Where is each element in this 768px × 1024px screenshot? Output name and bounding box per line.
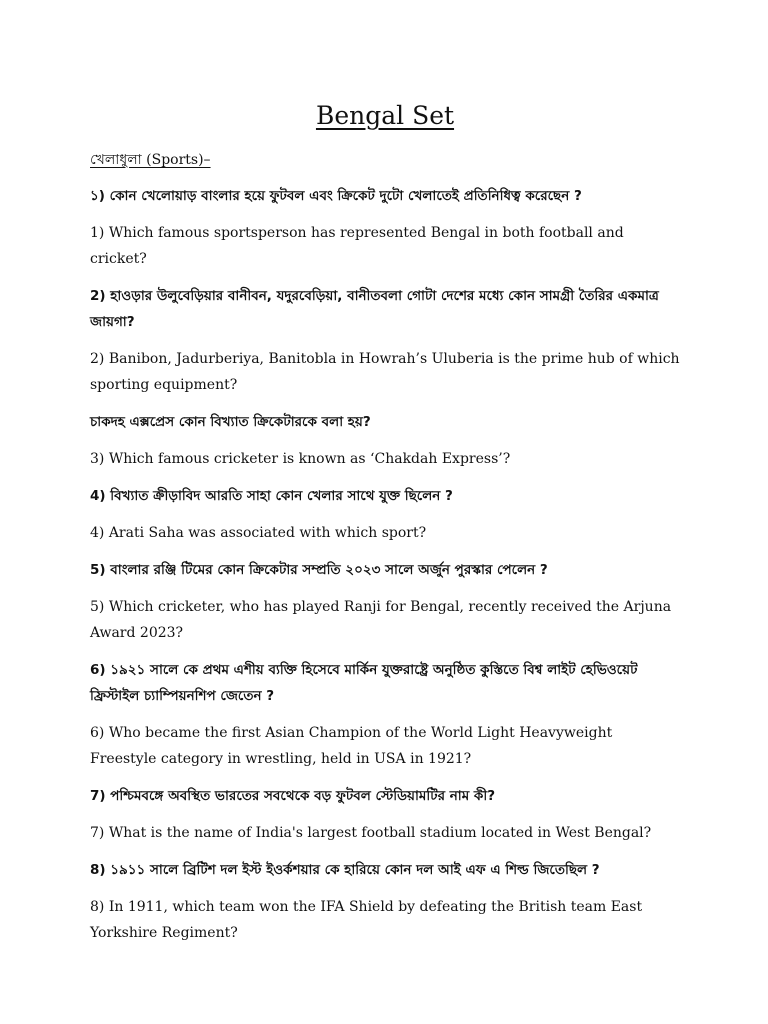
question-4-bengali: 4) বিখ্যাত ক্রীড়াবিদ আরতি সাহা কোন খেলার সাথে যুক্ত ছিলেন ?	[90, 488, 453, 504]
document-title-text: Bengal Set	[315, 101, 455, 130]
question-6-bengali: 6) ১৯২১ সালে কে প্রথম এশীয় ব্যক্তি হিসেবে মার্কিন যুক্তরাষ্ট্রে অনুষ্ঠিত কুস্তিতে বিশ্ব লাইট হেভিওয়েট ফ্রিস্টাইল চ্যাম্পিয়নশিপ জেতেন ?	[90, 662, 638, 704]
section-heading-text: খেলাধুলা (Sports)–	[90, 152, 211, 168]
question-7-bengali: 7) পশ্চিমবঙ্গে অবস্থিত ভারতের সবথেকে বড় ফুটবল স্টেডিয়ামটির নাম কী?	[90, 788, 496, 804]
question-4-english: 4) Arati Saha was associated with which sport?	[90, 525, 427, 541]
question-3-english: 3) Which famous cricketer is known as ‘Chakdah Express’?	[90, 451, 511, 467]
question-7-english: 7) What is the name of India's largest football stadium located in West Bengal?	[90, 825, 652, 841]
document-title	[90, 98, 680, 134]
question-3-bengali: চাকদহ এক্সপ্রেস কোন বিখ্যাত ক্রিকেটারকে বলা হয়?	[90, 414, 371, 430]
question-1-bengali: ১) কোন খেলোয়াড় বাংলার হয়ে ফুটবল এবং ক্রিকেট দুটো খেলাতেই প্রতিনিধিত্ব করেছেন ?	[90, 188, 582, 204]
question-2-english: 2) Banibon, Jadurberiya, Banitobla in Howrah’s Uluberia is the prime hub of which sporting equipment?	[90, 351, 680, 393]
question-8-english: 8) In 1911, which team won the IFA Shield by defeating the British team East Yorkshire Regiment?	[90, 899, 643, 941]
section-heading	[90, 148, 680, 172]
question-5-bengali: 5) বাংলার রঞ্জি টিমের কোন ক্রিকেটার সম্প্রতি ২০২৩ সালে অর্জুন পুরস্কার পেলেন ?	[90, 562, 548, 578]
question-5-english: 5) Which cricketer, who has played Ranji for Bengal, recently received the Arjuna Award 2023?	[90, 599, 672, 641]
question-6-english: 6) Who became the first Asian Champion of the World Light Heavyweight Freestyle category in wrestling, held in USA in 1921?	[90, 725, 613, 767]
question-2-bengali: 2) হাওড়ার উলুবেড়িয়ার বানীবন, যদুরবেড়িয়া, বানীতবলা গোটা দেশের মধ্যে কোন সামগ্রী তৈরির একমাত্র জায়গা?	[90, 288, 659, 330]
question-8-bengali: 8) ১৯১১ সালে ব্রিটিশ দল ইস্ট ইওর্কশয়ার কে হারিয়ে কোন দল আই এফ এ শিল্ড জিতেছিল ?	[90, 862, 600, 878]
question-1-english: 1) Which famous sportsperson has represented Bengal in both football and cricket?	[90, 225, 624, 267]
